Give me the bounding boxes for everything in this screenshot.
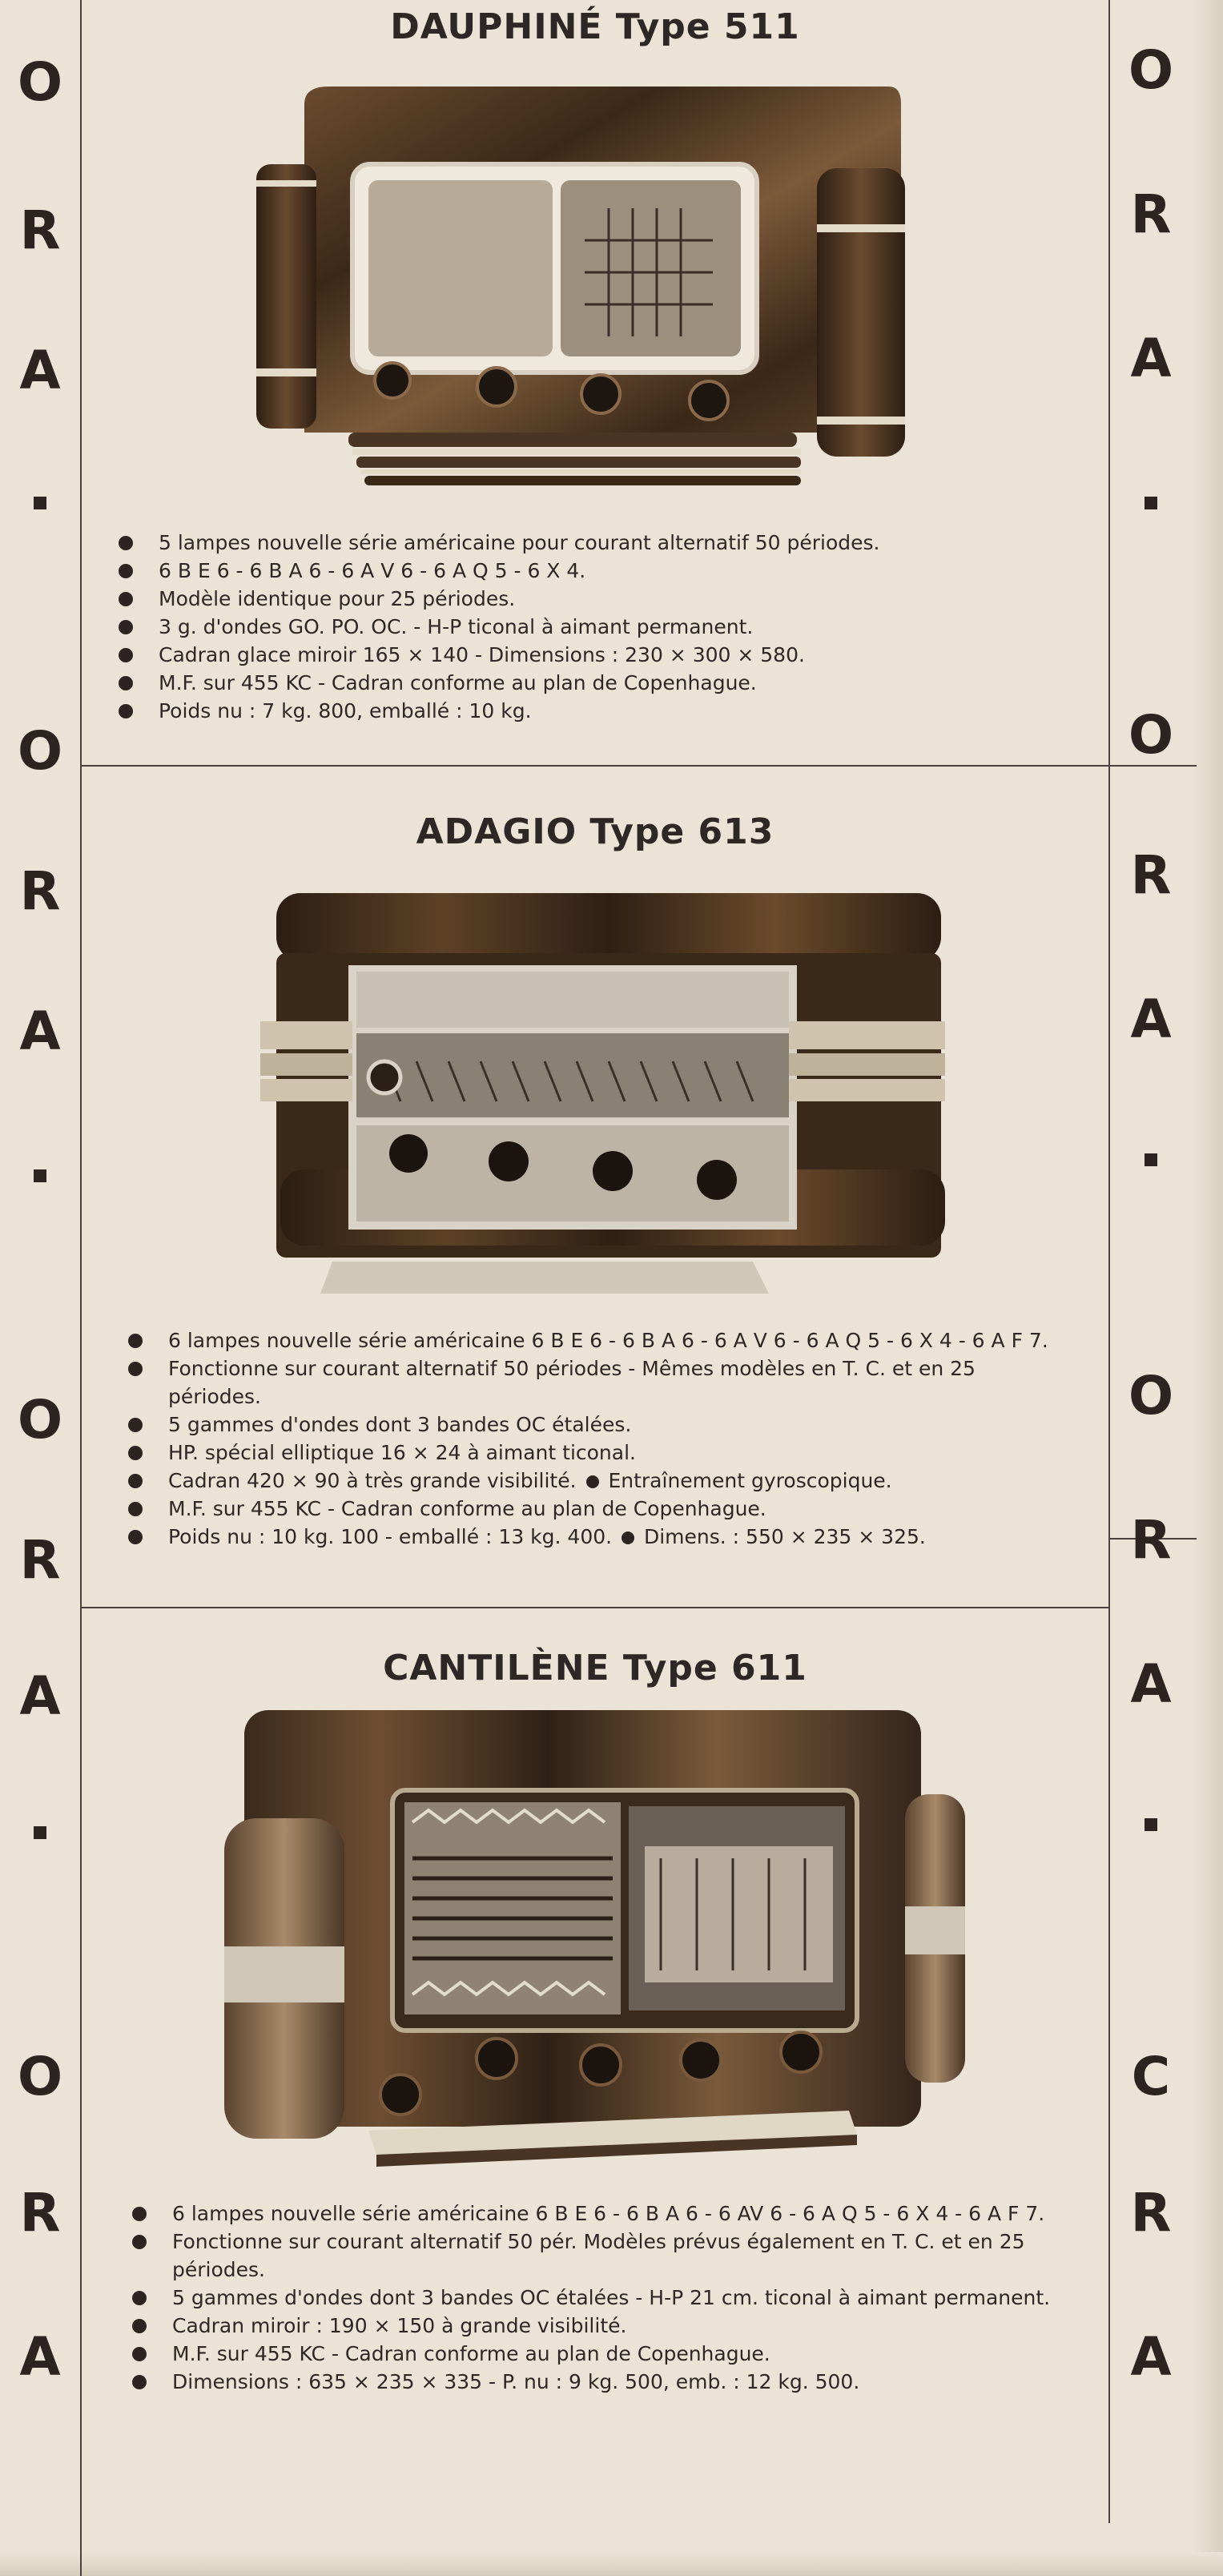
right-column-rule <box>1108 0 1110 2523</box>
bullet-dot <box>119 620 133 634</box>
brand-letter: R <box>19 1529 61 1591</box>
bullet-dot <box>132 2235 147 2249</box>
bullet-dot <box>132 2291 147 2305</box>
brand-letter: A <box>1130 2326 1172 2388</box>
paper-bottom-edge <box>0 2552 1223 2576</box>
brand-dot <box>1145 1153 1157 1166</box>
radio-cantilene-611-image <box>224 1706 969 2187</box>
spec-text: 6 lampes nouvelle série américaine 6 B E 6 - 6 B A 6 - 6 AV 6 - 6 A Q 5 - 6 X 4 - 6 A F 7. <box>172 2202 1045 2225</box>
spec-item <box>128 1523 1073 1551</box>
spec-text: HP. spécial elliptique 16 × 24 à aimant ticonal. <box>168 1441 636 1464</box>
brand-letter: O <box>1128 1365 1174 1427</box>
bullet-dot <box>119 704 133 718</box>
spec-text: M.F. sur 455 KC - Cadran conforme au plan de Copenhague. <box>168 1497 766 1520</box>
spec-text: Cadran glace miroir 165 × 140 - Dimensions : 230 × 300 × 580. <box>159 643 805 666</box>
inline-bullet-dot <box>586 1475 599 1488</box>
spec-text: Poids nu : 7 kg. 800, emballé : 10 kg. <box>159 699 532 722</box>
brand-letter: O <box>1128 704 1174 766</box>
spec-text: Fonctionne sur courant alternatif 50 pér. Modèles prévus également en T. C. et en 25 périodes. <box>172 2230 1025 2281</box>
spec-item <box>128 1495 1073 1523</box>
spec-extra-text: Entraînement gyroscopique. <box>601 1469 892 1492</box>
bullet-dot <box>128 1502 143 1516</box>
brand-letter: O <box>17 2046 63 2107</box>
spec-item <box>128 1467 1073 1495</box>
brand-dot <box>1145 1818 1157 1831</box>
inline-bullet-dot <box>622 1532 634 1544</box>
spec-text: Dimensions : 635 × 235 × 335 - P. nu : 9 kg. 500, emb. : 12 kg. 500. <box>172 2370 860 2393</box>
spec-text: M.F. sur 455 KC - Cadran conforme au plan de Copenhague. <box>159 671 757 694</box>
spec-text: 5 gammes d'ondes dont 3 bandes OC étalées. <box>168 1413 632 1436</box>
brand-letter: A <box>1130 328 1172 389</box>
spec-text: M.F. sur 455 KC - Cadran conforme au plan de Copenhague. <box>172 2342 770 2365</box>
brand-letter: R <box>19 199 61 261</box>
brand-dot <box>34 1169 46 1182</box>
bullet-dot <box>128 1446 143 1460</box>
spec-list-dauphine <box>119 529 1096 725</box>
section-title-cantilene: CANTILÈNE Type 611 <box>383 1648 807 1688</box>
spec-item <box>119 641 1096 669</box>
paper-edge <box>1191 0 1223 2576</box>
bullet-dot <box>119 592 133 606</box>
spec-text: Modèle identique pour 25 périodes. <box>159 587 516 610</box>
brand-dot <box>34 1826 46 1839</box>
spec-list-cantilene <box>132 2200 1073 2396</box>
spec-item <box>128 1411 1073 1439</box>
left-column-rule <box>80 0 82 2576</box>
brand-letter: R <box>1130 1509 1172 1571</box>
spec-item <box>119 613 1096 641</box>
brand-letter: R <box>19 2182 61 2244</box>
brand-letter: O <box>17 51 63 113</box>
spec-item <box>132 2228 1073 2284</box>
spec-text: Cadran miroir : 190 × 150 à grande visibilité. <box>172 2314 627 2337</box>
bullet-dot <box>128 1418 143 1432</box>
brand-letter: O <box>17 1389 63 1451</box>
spec-item <box>132 2340 1073 2368</box>
bullet-dot <box>132 2347 147 2361</box>
spec-item <box>132 2200 1073 2228</box>
bullet-dot <box>128 1530 143 1544</box>
spec-text: 5 gammes d'ondes dont 3 bandes OC étalées - H-P 21 cm. ticonal à aimant permanent. <box>172 2286 1051 2309</box>
brand-column-right <box>1115 0 1187 2576</box>
brand-letter: A <box>19 1665 61 1727</box>
section-title-adagio: ADAGIO Type 613 <box>416 811 774 852</box>
spec-item <box>119 557 1096 585</box>
bullet-dot <box>132 2207 147 2221</box>
spec-text: 6 B E 6 - 6 B A 6 - 6 A V 6 - 6 A Q 5 - 6 X 4. <box>159 559 586 582</box>
spec-text: 5 lampes nouvelle série américaine pour courant alternatif 50 périodes. <box>159 531 880 554</box>
spec-list-adagio <box>128 1326 1073 1551</box>
brand-letter: A <box>1130 1653 1172 1715</box>
brand-letter: A <box>19 1000 61 1062</box>
bullet-dot <box>119 564 133 578</box>
bullet-dot <box>119 648 133 662</box>
brand-letter: A <box>19 2326 61 2388</box>
spec-text: 3 g. d'ondes GO. PO. OC. - H-P ticonal à aimant permanent. <box>159 615 754 638</box>
spec-item <box>119 669 1096 697</box>
spec-text: 6 lampes nouvelle série américaine 6 B E 6 - 6 B A 6 - 6 A V 6 - 6 A Q 5 - 6 X 4 - 6 A F 7. <box>168 1329 1048 1352</box>
spec-item <box>128 1326 1073 1354</box>
spec-text: Cadran 420 × 90 à très grande visibilité. <box>168 1469 577 1492</box>
spec-extra-text: Dimens. : 550 × 235 × 325. <box>638 1525 926 1548</box>
brand-letter: O <box>1128 39 1174 101</box>
brand-letter: A <box>19 340 61 401</box>
spec-item <box>128 1354 1073 1411</box>
bullet-dot <box>132 2319 147 2333</box>
spec-item <box>128 1439 1073 1467</box>
brand-dot <box>34 497 46 509</box>
bullet-dot <box>128 1474 143 1488</box>
brand-letter: R <box>1130 183 1172 245</box>
radio-dauphine-511-image <box>256 80 913 513</box>
brand-column-left <box>4 0 76 2576</box>
bullet-dot <box>119 676 133 690</box>
bullet-dot <box>128 1334 143 1348</box>
bullet-dot <box>128 1362 143 1376</box>
spec-text: Poids nu : 10 kg. 100 - emballé : 13 kg. 400. <box>168 1525 613 1548</box>
brand-letter: C <box>1131 2046 1171 2107</box>
section-divider <box>80 765 1110 767</box>
brand-letter: R <box>19 860 61 922</box>
spec-item <box>119 697 1096 725</box>
bullet-dot <box>132 2375 147 2389</box>
spec-item <box>119 585 1096 613</box>
radio-adagio-613-image <box>256 877 953 1322</box>
spec-item <box>119 529 1096 557</box>
spec-item <box>132 2368 1073 2396</box>
brand-letter: O <box>17 720 63 782</box>
section-divider <box>80 1607 1110 1608</box>
brand-letter: R <box>1130 2182 1172 2244</box>
section-title-dauphine: DAUPHINÉ Type 511 <box>390 6 800 47</box>
brand-letter: A <box>1130 988 1172 1050</box>
brand-letter: R <box>1130 844 1172 906</box>
bullet-dot <box>119 536 133 550</box>
spec-item <box>132 2284 1073 2312</box>
spec-text: Fonctionne sur courant alternatif 50 périodes - Mêmes modèles en T. C. et en 25 périodes. <box>168 1357 976 1408</box>
spec-item <box>132 2312 1073 2340</box>
brand-dot <box>1145 497 1157 509</box>
